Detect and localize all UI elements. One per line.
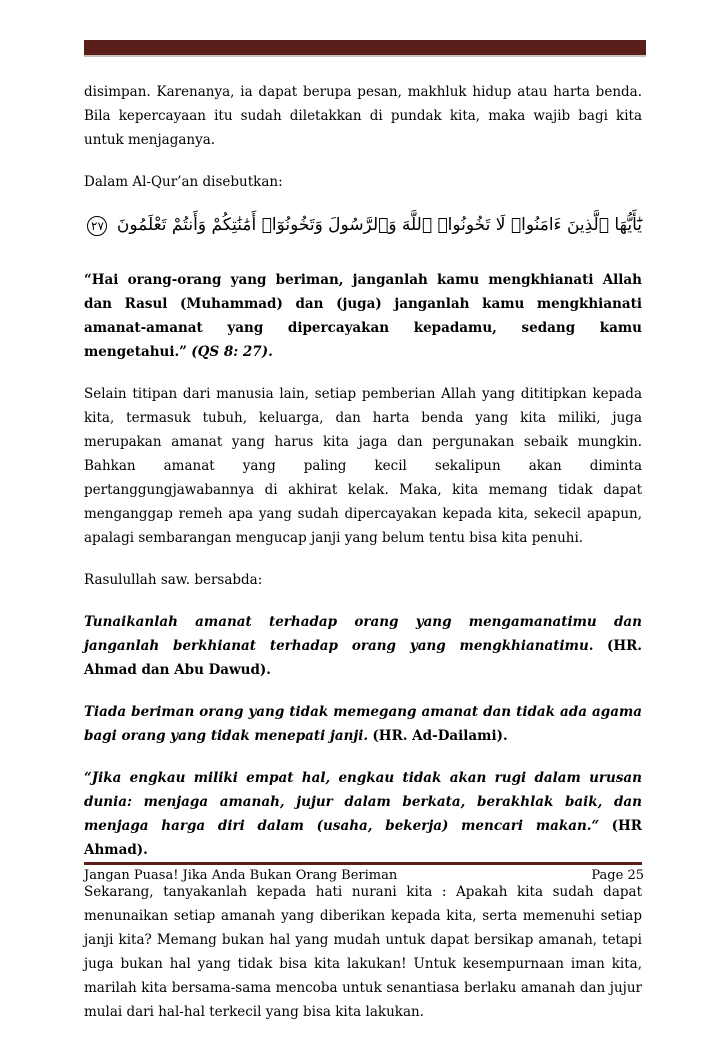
hadith-3-reference: (HR Ahmad). — [84, 818, 643, 858]
paragraph-quran-intro: Dalam Al-Qur’an disebutkan: — [84, 174, 283, 190]
verse-translation — [84, 268, 642, 364]
paragraph-hadith-intro: Rasulullah saw. bersabda: — [84, 572, 263, 588]
page-number: Page 25 — [591, 868, 644, 883]
paragraph-closing: Sekarang, tanyakanlah kepada hati nurani kita : Apakah kita sudah dapat menunaikan setiap amanah yang diberikan kepada kita, serta memenuhi setiap janji kita? Memang bukan hal yang mudah untuk dapat bersikap amanah, tetapi juga bukan hal yang tidak bisa kita lakukan! Untuk kesempurnaan iman kita, marilah kita bersama-sama mencoba untuk senantiasa berlaku amanah dan jujur mulai dari hal-hal terkecil yang bisa kita lakukan. — [84, 884, 642, 1020]
hadith-2-reference: (HR. Ad-Dailami). — [372, 728, 508, 744]
header-bar — [84, 40, 646, 57]
arabic-verse — [84, 212, 642, 238]
paragraph-intro: disimpan. Karenanya, ia dapat berupa pesan, makhluk hidup atau harta benda. Bila kepercayaan itu sudah diletakkan di pundak kita, maka wajib bagi kita untuk menjaganya. — [84, 84, 642, 148]
page-content — [84, 80, 642, 1042]
translation-reference: (QS 8: 27). — [191, 344, 273, 360]
hadith-1-text: Tunaikanlah amanat terhadap orang yang mengamanatimu dan janganlah berkhianat terhadap orang yang mengkhianatimu. — [84, 614, 642, 654]
hadith-1 — [84, 610, 642, 682]
footer-divider — [84, 862, 642, 865]
footer-title: Jangan Puasa! Jika Anda Bukan Orang Beriman — [84, 868, 398, 883]
hadith-2-text: Tiada beriman orang yang tidak memegang amanat dan tidak ada agama bagi orang yang tidak menepati janji. — [84, 704, 642, 744]
hadith-1-reference: (HR. Ahmad dan Abu Dawud). — [84, 638, 642, 678]
arabic-verse-text: يَٰٓأَيُّهَا ٱلَّذِينَ ءَامَنُوا۟ لَا تَخُونُوا۟ ٱللَّهَ وَٱلرَّسُولَ وَتَخُونُوٓا۟ أَمَٰنَٰتِكُمْ وَأَنتُمْ تَعْلَمُونَ — [116, 215, 642, 235]
paragraph-amanat: Selain titipan dari manusia lain, setiap pemberian Allah yang dititipkan kepada kita, termasuk tubuh, keluarga, dan harta benda yang kita miliki, juga merupakan amanat yang harus kita jaga dan pergunakan sebaik mungkin. Bahkan amanat yang paling kecil sekalipun akan diminta pertanggungjawabannya di akhirat kelak. Maka, kita memang tidak dapat menganggap remeh apa yang sudah dipercayakan kepada kita, sekecil apapun, apalagi sembarangan mengucap janji yang belum tentu bisa kita penuhi. — [84, 386, 642, 546]
hadith-2 — [84, 700, 642, 748]
hadith-3 — [84, 766, 642, 862]
ayah-number: ٢٧ — [87, 216, 107, 236]
hadith-3-text: “Jika engkau miliki empat hal, engkau tidak akan rugi dalam urusan dunia: menjaga amanah, jujur dalam berkata, berakhlak baik, dan menjaga harga diri dalam (usaha, bekerja) mencari makan.“ — [84, 770, 642, 834]
translation-text: “Hai orang-orang yang beriman, janganlah kamu mengkhianati Allah dan Rasul (Muhammad) dan (juga) janganlah kamu mengkhianati amanat-amanat yang dipercayakan kepadamu, sedang kamu mengetahui.” — [84, 272, 642, 360]
